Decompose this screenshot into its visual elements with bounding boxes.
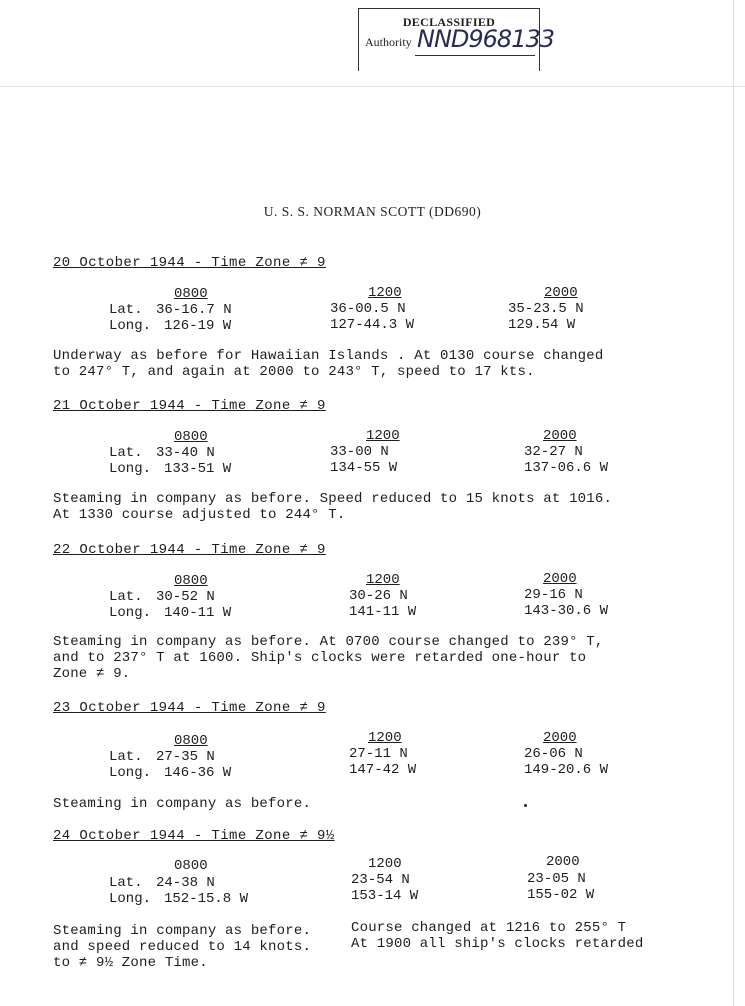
time-1200: 1200 — [366, 572, 400, 588]
time-2000: 2000 — [543, 730, 577, 746]
entry-heading: 21 October 1944 - Time Zone ≠ 9 — [53, 398, 326, 414]
stamp-title: DECLASSIFIED — [402, 15, 496, 29]
long-2000: 155-02 W — [527, 887, 595, 903]
lat-label: Lat. — [109, 875, 143, 891]
lat-1200: 36-00.5 N — [330, 301, 406, 317]
lat-0800: 24-38 N — [156, 875, 215, 891]
entry-text: Steaming in company as before. Speed reduced to 15 knots at 1016. At 1330 course adjusted to 244° T. — [53, 491, 613, 523]
entry-heading: 20 October 1944 - Time Zone ≠ 9 — [53, 255, 326, 271]
long-0800: 152-15.8 W — [164, 891, 249, 907]
declassified-stamp — [358, 8, 555, 71]
time-1200: 1200 — [368, 856, 402, 872]
lat-1200: 23-54 N — [351, 872, 410, 888]
long-1200: 127-44.3 W — [330, 317, 415, 333]
time-2000: 2000 — [544, 285, 578, 301]
long-1200: 147-42 W — [349, 762, 417, 778]
time-1200: 1200 — [368, 285, 402, 301]
time-0800: 0800 — [174, 858, 208, 874]
long-label: Long. — [109, 318, 152, 334]
lat-0800: 30-52 N — [156, 589, 215, 605]
entry-text: Steaming in company as before. and speed reduced to 14 knots. to ≠ 9½ Zone Time. — [53, 923, 312, 971]
scan-rule — [0, 86, 745, 87]
entry-text: Underway as before for Hawaiian Islands . At 0130 course changed to 247° T, and again at 2000 to 243° T, speed to 17 kts. — [53, 348, 604, 380]
stamp-authority-label: Authority — [365, 35, 412, 49]
lat-2000: 29-16 N — [524, 587, 583, 603]
entry-text-continued: Course changed at 1216 to 255° T At 1900 all ship's clocks retarded — [351, 920, 644, 952]
position-table — [0, 286, 745, 346]
time-0800: 0800 — [174, 429, 208, 445]
position-table — [0, 730, 745, 793]
entry-heading: 23 October 1944 - Time Zone ≠ 9 — [53, 700, 326, 716]
time-1200: 1200 — [368, 730, 402, 746]
long-label: Long. — [109, 891, 152, 907]
long-2000: 129.54 W — [508, 317, 576, 333]
lat-1200: 33-00 N — [330, 444, 389, 460]
long-2000: 149-20.6 W — [524, 762, 609, 778]
long-0800: 146-36 W — [164, 765, 232, 781]
lat-label: Lat. — [109, 302, 143, 318]
time-2000: 2000 — [546, 854, 580, 870]
stamp-authority-number: NND968133 — [417, 25, 555, 53]
lat-label: Lat. — [109, 749, 143, 765]
position-table — [0, 573, 745, 633]
lat-1200: 27-11 N — [349, 746, 408, 762]
time-2000: 2000 — [543, 428, 577, 444]
lat-0800: 27-35 N — [156, 749, 215, 765]
long-label: Long. — [109, 765, 152, 781]
position-table — [0, 854, 745, 918]
lat-2000: 32-27 N — [524, 444, 583, 460]
lat-0800: 36-16.7 N — [156, 302, 232, 318]
entry-heading: 24 October 1944 - Time Zone ≠ 9½ — [53, 828, 335, 844]
long-1200: 153-14 W — [351, 888, 419, 904]
document-title: U. S. S. NORMAN SCOTT (DD690) — [263, 204, 482, 219]
entry-heading: 22 October 1944 - Time Zone ≠ 9 — [53, 542, 326, 558]
long-0800: 126-19 W — [164, 318, 232, 334]
lat-2000: 23-05 N — [527, 871, 586, 887]
long-0800: 133-51 W — [164, 461, 232, 477]
lat-0800: 33-40 N — [156, 445, 215, 461]
long-2000: 143-30.6 W — [524, 603, 609, 619]
time-0800: 0800 — [174, 286, 208, 302]
ink-speck — [524, 804, 527, 807]
long-1200: 134-55 W — [330, 460, 398, 476]
time-0800: 0800 — [174, 733, 208, 749]
time-0800: 0800 — [174, 573, 208, 589]
long-2000: 137-06.6 W — [524, 460, 609, 476]
position-table — [0, 429, 745, 489]
stamp-underline — [415, 55, 535, 56]
lat-label: Lat. — [109, 445, 143, 461]
lat-label: Lat. — [109, 589, 143, 605]
entry-text: Steaming in company as before. At 0700 course changed to 239° T, and to 237° T at 1600. Ship's clocks were retarded one-hour to Zone ≠ 9. — [53, 634, 604, 682]
long-label: Long. — [109, 605, 152, 621]
long-0800: 140-11 W — [164, 605, 232, 621]
long-1200: 141-11 W — [349, 604, 417, 620]
lat-2000: 26-06 N — [524, 746, 583, 762]
time-1200: 1200 — [366, 428, 400, 444]
lat-1200: 30-26 N — [349, 588, 408, 604]
time-2000: 2000 — [543, 571, 577, 587]
entry-text: Steaming in company as before. — [53, 796, 312, 812]
scan-edge — [733, 0, 734, 1006]
long-label: Long. — [109, 461, 152, 477]
lat-2000: 35-23.5 N — [508, 301, 584, 317]
